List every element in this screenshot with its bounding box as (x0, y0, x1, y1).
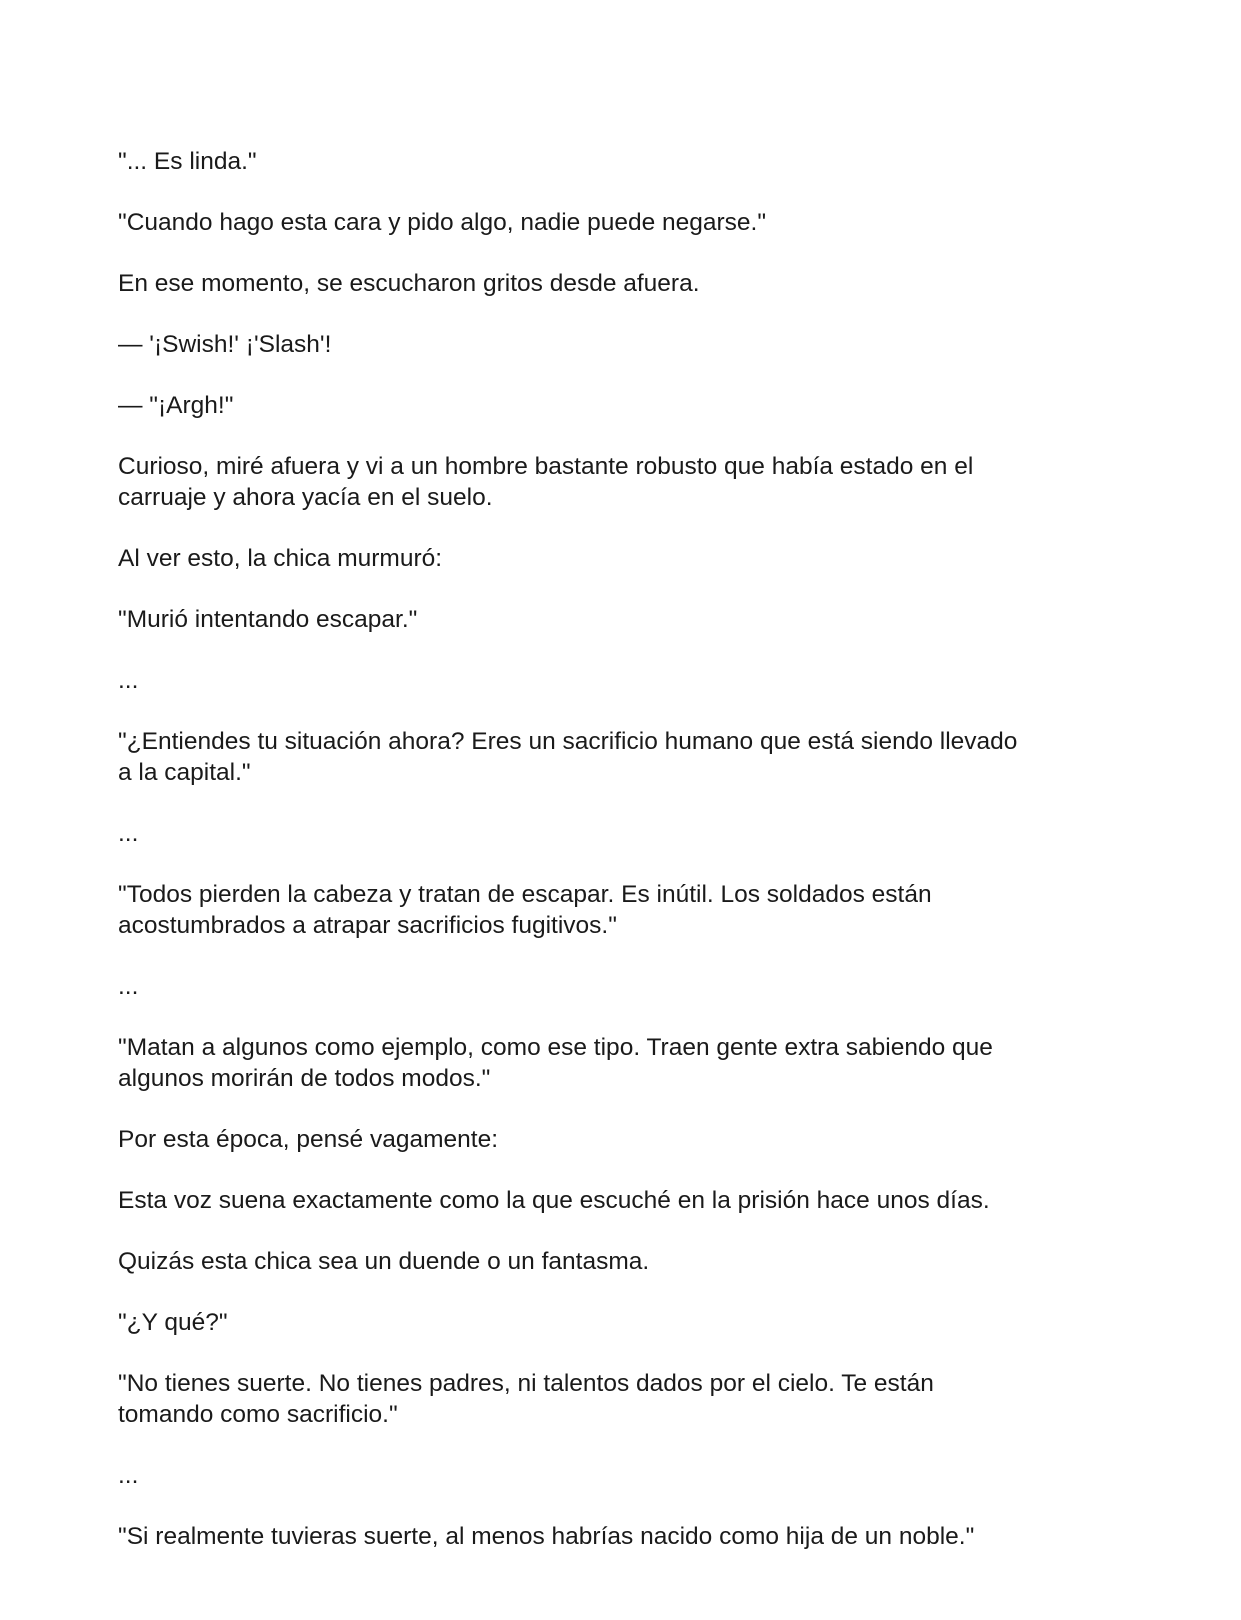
paragraph: "Si realmente tuvieras suerte, al menos habrías nacido como hija de un noble." (118, 1523, 975, 1550)
paragraph: Esta voz suena exactamente como la que escuché en la prisión hace unos días. (118, 1187, 990, 1214)
paragraph: "Cuando hago esta cara y pido algo, nadie puede negarse." (118, 209, 767, 236)
paragraph: "No tienes suerte. No tienes padres, ni talentos dados por el cielo. Te están tomando como sacrificio." (118, 1370, 934, 1428)
paragraph: — "¡Argh!" (118, 392, 234, 419)
paragraph: "¿Y qué?" (118, 1309, 228, 1336)
paragraph: En ese momento, se escucharon gritos desde afuera. (118, 270, 700, 297)
paragraph: ... (118, 667, 139, 694)
paragraph: — '¡Swish!' ¡'Slash'! (118, 331, 332, 358)
paragraph: ... (118, 1462, 139, 1489)
paragraph: "¿Entiendes tu situación ahora? Eres un sacrificio humano que está siendo llevado a la capital." (118, 728, 1018, 786)
document-body (118, 146, 1128, 1582)
paragraph: ... (118, 973, 139, 1000)
paragraph: Al ver esto, la chica murmuró: (118, 545, 443, 572)
paragraph: Por esta época, pensé vagamente: (118, 1126, 499, 1153)
paragraph: "Todos pierden la cabeza y tratan de escapar. Es inútil. Los soldados están acostumbrados a atrapar sacrificios fugitivos." (118, 881, 932, 939)
paragraph: "Murió intentando escapar." (118, 606, 418, 633)
paragraph: Curioso, miré afuera y vi a un hombre bastante robusto que había estado en el carruaje y ahora yacía en el suelo. (118, 453, 974, 511)
paragraph: "... Es linda." (118, 148, 257, 175)
paragraph: Quizás esta chica sea un duende o un fantasma. (118, 1248, 650, 1275)
paragraph: ... (118, 820, 139, 847)
paragraph: "Matan a algunos como ejemplo, como ese tipo. Traen gente extra sabiendo que algunos morirán de todos modos." (118, 1034, 993, 1092)
